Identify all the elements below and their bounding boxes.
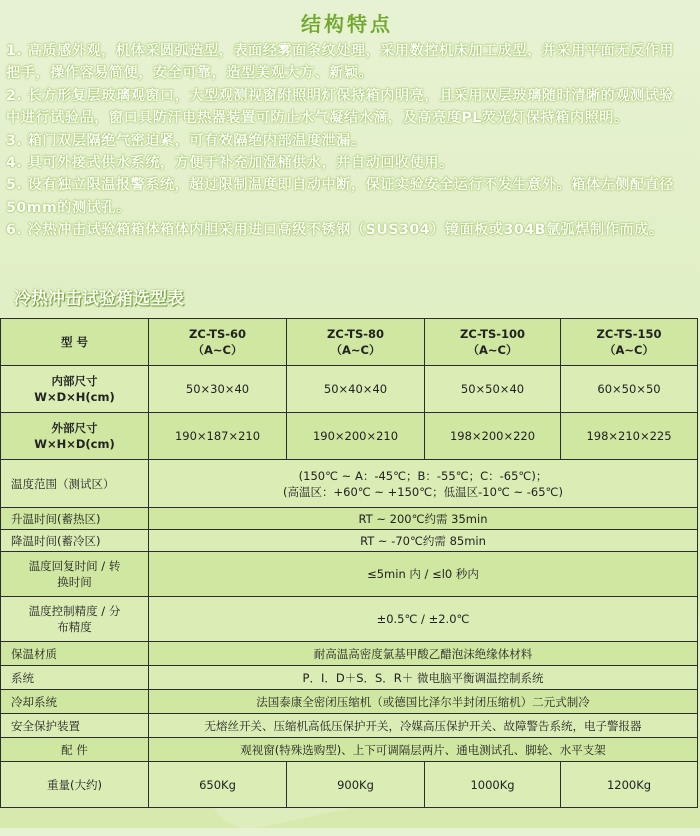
row-outer-size [1, 413, 698, 460]
cell-parts: 观视窗(特殊选购型)、上下可调隔层两片、通电测试孔、脚轮、水平支架 [149, 738, 698, 762]
spec-table [0, 318, 698, 808]
feature-list [6, 40, 688, 242]
cell-model: ZC-TS-80 （A~C） [287, 319, 425, 366]
cell-inner: 60×50×50 [561, 366, 698, 413]
section-title: 结构特点 [301, 12, 393, 36]
feature-item: 6. 冷热冲击试验箱箱体箱体内胆采用进口高级不锈钢（SUS304）镜面板或304B氩弧焊制作而成。 [6, 222, 664, 239]
feature-item: 3. 箱门双层隔绝气密迫紧，可有效隔绝内部温度泄漏。 [6, 132, 366, 149]
cell-recover: ≤5min 内 / ≤l0 秒内 [149, 552, 698, 597]
cell-model: ZC-TS-150 （A~C） [561, 319, 698, 366]
cell-weight: 650Kg [149, 762, 287, 808]
cell-insul: 耐高温高密度氯基甲酸乙醋泡沫绝缘体材料 [149, 642, 698, 666]
cell-weight-label: 重量(大约) [1, 762, 149, 808]
cell-cool: RT ~ -70℃约需 85min [149, 530, 698, 552]
cell-outer-label: 外部尺寸 W×H×D(cm) [1, 413, 149, 460]
cell-weight: 1200Kg [561, 762, 698, 808]
feature-item: 2. 长方形复层玻璃观窗口，大型观测视窗附照明灯保持箱内明亮，且采用双层玻璃随时清晰的观测试验中进行试验品，窗口具防汗电热器装置可防止水气凝结水滴，及高亮度PL荧光灯保持箱内照明。 [6, 87, 674, 127]
cell-temp-range: (150℃ ~ A：-45℃；B：-55℃；C：-65℃)； (高温区：+60℃ ~ +150℃；低温区-10℃ ~ -65℃) [149, 460, 698, 508]
cell-heat: RT ~ 200℃约需 35min [149, 508, 698, 530]
cell-weight: 1000Kg [425, 762, 561, 808]
feature-item: 1. 高质感外观，机体采圆弧造型，表面经雾面条纹处理，采用数控机床加工成型，并采用平面无反作用把手，操作容易简便，安全可靠，造型美观大方、新颖。 [6, 43, 674, 82]
cell-outer: 198×210×225 [561, 413, 698, 460]
cell-inner: 50×30×40 [149, 366, 287, 413]
cell-parts-label: 配 件 [1, 738, 149, 762]
row-insulation [1, 642, 698, 666]
cell-precision-label: 温度控制精度 / 分 布精度 [1, 597, 149, 642]
feature-item: 4. 具可外接式供水系统，方便于补充加湿桶供水，并自动回收使用。 [6, 155, 454, 172]
cell-inner-label: 内部尺寸 W×D×H(cm) [1, 366, 149, 413]
cell-inner: 50×50×40 [425, 366, 561, 413]
cell-outer: 190×187×210 [149, 413, 287, 460]
row-parts [1, 738, 698, 762]
cell-inner: 50×40×40 [287, 366, 425, 413]
row-inner-size [1, 366, 698, 413]
cell-system: P．I．D＋S．S．R＋ 微电脑平衡调温控制系统 [149, 666, 698, 690]
features-section [0, 0, 700, 300]
cell-model: ZC-TS-100 （A~C） [425, 319, 561, 366]
row-cool-time [1, 530, 698, 552]
cell-outer: 198×200×220 [425, 413, 561, 460]
spec-table-wrapper [0, 318, 700, 826]
cell-cooling-label: 冷却系统 [1, 690, 149, 714]
cell-cooling: 法国泰康全密闭压缩机（或德国比泽尔半封闭压缩机）二元式制冷 [149, 690, 698, 714]
cell-recover-label: 温度回复时间 / 转 换时间 [1, 552, 149, 597]
cell-weight: 900Kg [287, 762, 425, 808]
cell-temp-range-label: 温度范围（测试区） [1, 460, 149, 508]
cell-precision: ±0.5℃ / ±2.0℃ [149, 597, 698, 642]
row-temp-range [1, 460, 698, 508]
cell-heat-label: 升温时间(蓄热区) [1, 508, 149, 530]
row-safety [1, 714, 698, 738]
cell-model-label: 型 号 [1, 319, 149, 366]
table-title: 冷热冲击试验箱选型表 [14, 289, 184, 309]
cell-outer: 190×200×210 [287, 413, 425, 460]
cell-cool-label: 降温时间(蓄冷区) [1, 530, 149, 552]
cell-insul-label: 保温材质 [1, 642, 149, 666]
cell-model: ZC-TS-60 （A~C） [149, 319, 287, 366]
feature-item: 5. 设有独立限温报警系统，超过限制温度即自动中断，保证实验安全运行不发生意外。箱体左侧配直径50mm的测试孔。 [6, 177, 674, 216]
row-cooling [1, 690, 698, 714]
row-heat-time [1, 508, 698, 530]
cell-system-label: 系统 [1, 666, 149, 690]
row-system [1, 666, 698, 690]
row-weight [1, 762, 698, 808]
cell-safety: 无熔丝开关、压缩机高低压保护开关，冷媒高压保护开关、故障警告系统，电子警报器 [149, 714, 698, 738]
cell-safety-label: 安全保护装置 [1, 714, 149, 738]
row-precision [1, 597, 698, 642]
row-model [1, 319, 698, 366]
row-recover-time [1, 552, 698, 597]
